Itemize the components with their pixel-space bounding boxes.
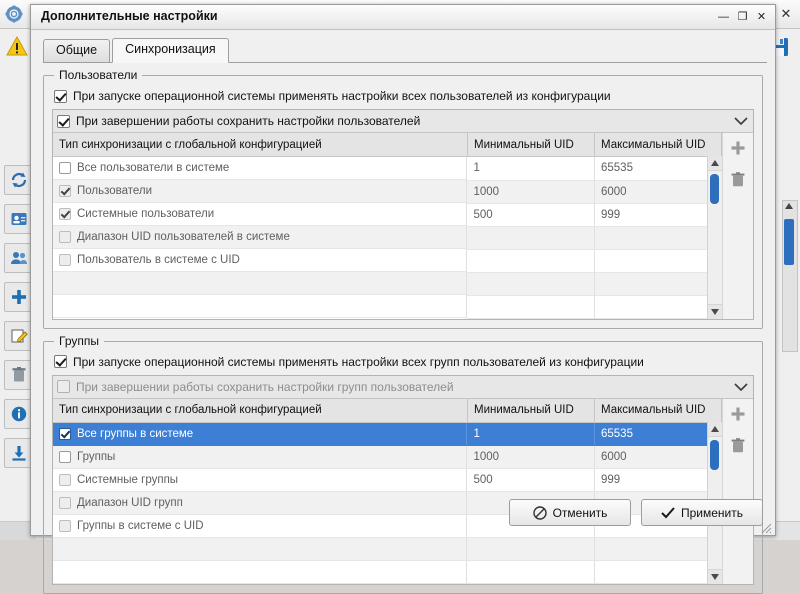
chevron-down-icon[interactable]: [733, 379, 749, 395]
users-shutdown-checkbox[interactable]: [57, 115, 70, 128]
users-row-6-max: [594, 295, 721, 318]
groups-group-legend: Группы: [54, 334, 104, 348]
table-row[interactable]: [53, 422, 722, 446]
users-row-1-min[interactable]: 1000: [467, 180, 594, 203]
groups-table-wrap: [53, 399, 722, 585]
users-panel-header: [53, 110, 753, 133]
resize-grip[interactable]: [761, 523, 772, 534]
groups-startup-checkbox-row[interactable]: [54, 355, 754, 369]
groups-row-0-checkbox[interactable]: [59, 428, 71, 440]
table-row[interactable]: [53, 295, 722, 318]
groups-row-0-min[interactable]: 1: [467, 422, 594, 446]
table-row[interactable]: [53, 446, 722, 469]
tab-bar: [43, 38, 767, 63]
groups-row-2-checkbox[interactable]: [59, 474, 71, 486]
users-row-4-type[interactable]: [53, 249, 467, 272]
groups-row-3-label: Диапазон UID групп: [77, 497, 183, 509]
users-row-3-min[interactable]: [467, 226, 594, 249]
users-startup-checkbox-label: При запуске операционной системы применять настройки всех пользователей из конфигурации: [73, 89, 611, 103]
users-row-1-checkbox[interactable]: [59, 185, 71, 197]
groups-col-max-uid[interactable]: Максимальный UID: [594, 399, 721, 423]
scroll-up-arrow-icon[interactable]: [708, 422, 722, 437]
users-row-1-type[interactable]: [53, 180, 467, 203]
groups-row-2-min[interactable]: 500: [467, 469, 594, 492]
scrollbar-thumb[interactable]: [784, 219, 794, 265]
groups-row-1-min[interactable]: 1000: [467, 446, 594, 469]
groups-side-buttons: [722, 399, 753, 585]
groups-row-5-min: [467, 538, 594, 561]
users-panel: [52, 109, 754, 320]
scroll-up-arrow-icon[interactable]: [785, 203, 793, 209]
host-vertical-scrollbar[interactable]: [782, 200, 798, 352]
users-row-2-max[interactable]: 999: [594, 203, 721, 226]
close-button[interactable]: ✕: [754, 9, 769, 24]
groups-row-0-type[interactable]: [53, 423, 467, 446]
users-group-legend: Пользователи: [54, 68, 142, 82]
users-groupbox: [43, 75, 763, 329]
users-table: [53, 133, 722, 319]
groups-row-1-type[interactable]: [53, 446, 467, 469]
users-row-5-max: [594, 272, 721, 295]
check-icon: [661, 507, 675, 519]
groups-row-1-max[interactable]: 6000: [594, 446, 721, 469]
apply-button[interactable]: [641, 499, 763, 526]
groups-table-header-row: [53, 399, 722, 423]
apply-button-label: Применить: [681, 506, 743, 520]
users-row-2-type[interactable]: [53, 203, 467, 226]
groups-row-1-checkbox[interactable]: [59, 451, 71, 463]
cancel-icon: [533, 506, 547, 520]
groups-delete-button[interactable]: [727, 435, 749, 457]
table-row[interactable]: [53, 226, 722, 249]
table-row[interactable]: [53, 157, 722, 181]
gear-icon: [4, 4, 24, 24]
scroll-down-arrow-icon[interactable]: [708, 569, 722, 584]
groups-row-5-type: [53, 538, 467, 561]
users-startup-checkbox[interactable]: [54, 90, 67, 103]
groups-shutdown-checkbox-label: При завершении работы сохранить настройки групп пользователей: [76, 380, 454, 394]
users-row-3-max[interactable]: [594, 226, 721, 249]
users-row-5-min: [467, 272, 594, 295]
groups-row-2-type[interactable]: [53, 469, 467, 492]
users-row-6-min: [467, 295, 594, 318]
groups-row-2-label: Системные группы: [77, 474, 178, 486]
users-row-0-max[interactable]: 65535: [594, 157, 721, 181]
groups-panel: [52, 375, 754, 586]
scrollbar-thumb[interactable]: [710, 440, 719, 470]
tab-synchronization[interactable]: Синхронизация: [112, 38, 229, 63]
users-col-max-uid[interactable]: Максимальный UID: [594, 133, 721, 157]
users-add-button[interactable]: [727, 137, 749, 159]
users-row-2-checkbox[interactable]: [59, 208, 71, 220]
users-shutdown-checkbox-label: При завершении работы сохранить настройки пользователей: [76, 114, 420, 128]
groups-row-6-type: [53, 561, 467, 584]
groups-panel-body: [53, 399, 753, 585]
page-title: Дополнительные настройки: [41, 9, 218, 23]
chevron-down-icon[interactable]: [733, 113, 749, 129]
table-row[interactable]: [53, 561, 722, 584]
cancel-button[interactable]: [509, 499, 631, 526]
users-row-0-type[interactable]: [53, 157, 467, 180]
table-row[interactable]: [53, 203, 722, 226]
groups-groupbox: [43, 341, 763, 594]
users-row-0-min[interactable]: 1: [467, 157, 594, 181]
groups-row-6-max: [594, 561, 721, 584]
minimize-button[interactable]: —: [716, 9, 731, 24]
users-startup-checkbox-row[interactable]: [54, 89, 754, 103]
groups-row-4-type[interactable]: [53, 515, 467, 538]
users-row-6-type: [53, 295, 467, 318]
groups-row-5-max: [594, 538, 721, 561]
users-row-3-label: Диапазон UID пользователей в системе: [77, 231, 290, 243]
users-row-0-checkbox[interactable]: [59, 162, 71, 174]
users-row-4-checkbox[interactable]: [59, 254, 71, 266]
groups-col-min-uid[interactable]: Минимальный UID: [467, 399, 594, 423]
host-close-button[interactable]: ✕: [778, 6, 794, 22]
dialog-titlebar[interactable]: [31, 5, 775, 30]
scroll-up-arrow-icon[interactable]: [708, 156, 722, 171]
groups-row-4-label: Группы в системе с UID: [77, 520, 204, 532]
users-row-4-max[interactable]: [594, 249, 721, 272]
groups-row-2-max[interactable]: 999: [594, 469, 721, 492]
cancel-button-label: Отменить: [553, 506, 608, 520]
dialog-window-buttons: [716, 9, 769, 24]
users-row-2-min[interactable]: 500: [467, 203, 594, 226]
groups-row-3-type[interactable]: [53, 492, 467, 515]
groups-add-button[interactable]: [727, 403, 749, 425]
users-col-min-uid[interactable]: Минимальный UID: [467, 133, 594, 157]
users-row-4-min[interactable]: [467, 249, 594, 272]
groups-row-1-label: Группы: [77, 451, 115, 463]
advanced-settings-dialog: [30, 4, 776, 536]
table-row[interactable]: [53, 272, 722, 295]
scrollbar-thumb[interactable]: [710, 174, 719, 204]
users-delete-button[interactable]: [727, 169, 749, 191]
users-table-wrap: [53, 133, 722, 319]
scroll-down-arrow-icon[interactable]: [708, 304, 722, 319]
users-row-4-label: Пользователь в системе с UID: [77, 254, 240, 266]
groups-shutdown-checkbox[interactable]: [57, 380, 70, 393]
dialog-body: [31, 30, 775, 536]
users-table-scrollbar[interactable]: [707, 156, 722, 319]
table-row[interactable]: [53, 538, 722, 561]
warning-icon: [6, 36, 28, 56]
groups-row-3-checkbox[interactable]: [59, 497, 71, 509]
users-row-2-label: Системные пользователи: [77, 208, 214, 220]
users-row-3-checkbox[interactable]: [59, 231, 71, 243]
table-row[interactable]: [53, 469, 722, 492]
groups-startup-checkbox-label: При запуске операционной системы применять настройки всех групп пользователей из конфигурации: [73, 355, 644, 369]
table-row[interactable]: [53, 180, 722, 203]
users-row-1-max[interactable]: 6000: [594, 180, 721, 203]
groups-row-4-checkbox[interactable]: [59, 520, 71, 532]
groups-row-0-label: Все группы в системе: [77, 428, 193, 440]
users-row-5-type: [53, 272, 467, 295]
groups-row-6-min: [467, 561, 594, 584]
users-panel-body: [53, 133, 753, 319]
users-row-3-type[interactable]: [53, 226, 467, 249]
users-side-buttons: [722, 133, 753, 319]
users-row-0-label: Все пользователи в системе: [77, 162, 229, 174]
dialog-footer: [509, 499, 763, 526]
groups-row-0-max[interactable]: 65535: [594, 422, 721, 446]
maximize-button[interactable]: ❐: [735, 9, 750, 24]
groups-panel-header: [53, 376, 753, 399]
tab-general[interactable]: Общие: [43, 39, 110, 62]
groups-startup-checkbox[interactable]: [54, 355, 67, 368]
users-table-header-row: [53, 133, 722, 157]
groups-col-type[interactable]: Тип синхронизации с глобальной конфигурацией: [53, 399, 467, 423]
table-row[interactable]: [53, 249, 722, 272]
users-col-type[interactable]: Тип синхронизации с глобальной конфигурацией: [53, 133, 467, 157]
users-row-1-label: Пользователи: [77, 185, 152, 197]
groups-table: [53, 399, 722, 585]
